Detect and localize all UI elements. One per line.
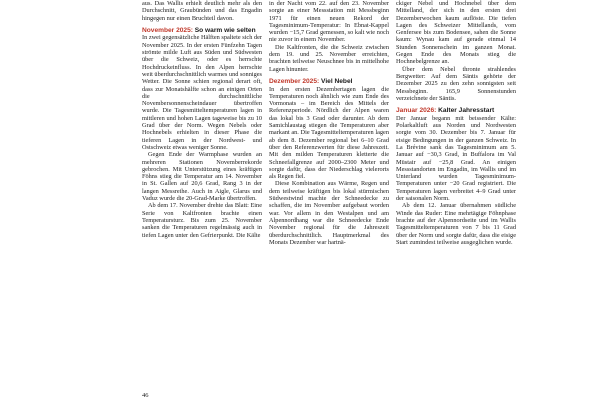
section-heading-title: Viel Nebel bbox=[319, 77, 353, 85]
article-paragraph: Die Kaltfronten, die die Schweiz zwischen dem 19. und 25. November erreichten, brachten teilweise Neuschnee bis in mittelhohe Lagen hinunter. bbox=[269, 43, 389, 73]
article-paragraph: Gegen Ende der Warmphase wurden an mehreren Stationen Novemberrekorde gebrochen. Mit Unterstützung eines kräftigen Föhns stieg die Temperatur am 14. November in St. Gallen auf 20,6 Grad, Rang 3 in der langen Messreihe. Auch in Aigle, Glarus und Vaduz wurde die 20-Grad-Marke übertroffen. bbox=[142, 151, 262, 203]
text-column-2 bbox=[269, 0, 389, 392]
article-paragraph: in der Nacht vom 22. auf den 23. November sorgte an einer Messstation mit Messbeginn 1971 für einen neuen Rekord der Tagesminimum-Temperatur: In Ebnat-Kappel wurden −15,7 Grad gemessen, so kalt wie noch nie zuvor in einem November. bbox=[269, 0, 389, 44]
article-paragraph: Ab dem 17. November drehte das Blatt: Eine Serie von Kaltfronten brachte einen Temperatursturz. Bis zum 25. November sanken die Temperaturen regelmässig auch in tiefen Lagen unter den Gefrierpunkt. Die Kälte bbox=[142, 202, 262, 239]
article-paragraph: In den ersten Dezembertagen lagen die Temperaturen noch ähnlich wie zum Ende des Vormonats – im Bereich des Mittels der Referenzperiode. Nördlich der Alpen waren das lokal bis 3 Grad oder darunter. Ab dem Samichlaustag stiegen die Temperaturen aber markant an. Die Tagesmitteltemperaturen lagen ab dem 8. Dezember regional bei 6–10 Grad über den Referenzwerten für diese Jahreszeit. Mit den milden Temperaturen kletterte die Schneefallgrenze auf 2000–2300 Meter und sorgte dafür, dass der Niederschlag vielerorts als Regen fiel. bbox=[269, 85, 389, 181]
section-heading-title: So warm wie selten bbox=[192, 26, 256, 34]
section-heading bbox=[269, 78, 389, 86]
text-column-3 bbox=[396, 0, 516, 392]
article-paragraph: Der Januar begann mit beissender Kälte: Polarkaltluft aus Norden und Nordwesten sorgte vom 30. Dezember bis 7. Januar für eisige Bedingungen in der ganzen Schweiz. In La Brévine sank das Tagesminimum am 5. Januar auf −30,3 Grad, in Buffalora im Val Müstair auf −25,8 Grad. An einigen Messstandorten im Engadin, im Wallis und im Unterland wurden Tagesminimum-Temperaturen unter −20 Grad registriert. Die Temperaturen lagen verbreitet 4–9 Grad unter der saisonalen Norm. bbox=[396, 114, 516, 203]
article-paragraph: In zwei gegensätzliche Hälften spaltete sich der November 2025. In der ersten Fünfzehn Tagen strömte milde Luft aus Süden und Südwesten über die Schweiz, oder es herrschte Hochdruckeinfluss. In den Alpen herrschte weit überdurchschnittlich warmes und sonniges Wetter. Die Sonne schien regional derart oft, dass zur Monatshälfte schon an einigen Orten die durchschnittliche Novembersonnenscheindauer übertroffen wurde. Die Tagesmitteltemperaturen lagen in mittleren und hohen Lagen tageweise bis zu 10 Grad über der Norm. Wegen Nebels oder Hochnebels erhielten in dieser Phase die tieferen Lagen in der Nordwest- und Ostschweiz etwas weniger Sonne. bbox=[142, 34, 262, 151]
article-paragraph: ckiger Nebel und Hochnebel über dem Mittelland, der sich in den ersten drei Dezemberwochen kaum auflöste. Die tiefen Lagen des Schweizer Mittellands, vom Genfersee bis zum Bodensee, sahen die Sonne kaum: Wynau kam auf gerade einmal 14 Stunden Sonnenschein im ganzen Monat. Gegen Ende des Monats stieg die Hochnebelgrenze an. bbox=[396, 0, 516, 66]
page-number: 46 bbox=[142, 392, 149, 399]
article-paragraph: Über dem Nebel thronte strahlendes Bergwetter: Auf dem Säntis gehörte der Dezember 2025 zu den zehn sonnigsten seit Messbeginn. 165,9 Sonnenstunden verzeichnete der Säntis. bbox=[396, 65, 516, 102]
section-heading-title: Kalter Jahresstart bbox=[436, 107, 495, 115]
section-heading-month: Dezember 2025: bbox=[269, 77, 320, 85]
article-paragraph: Ab dem 12. Januar übernahmen südliche Winde das Ruder: Eine mehrtägige Föhnphase brachte auf der Alpennordseite und im Wallis Tagesmitteltemperaturen von 7 bis 11 Grad über der Norm und sorgte dafür, dass die eisige Start zumindest teilweise ausgeglichen wurde. bbox=[396, 202, 516, 246]
section-heading bbox=[396, 107, 516, 115]
section-heading-month: Januar 2026: bbox=[396, 107, 437, 115]
article-paragraph: aus. Das Wallis erhielt deutlich mehr als den Durchschnitt, Graubünden und das Engadin hingegen nur einen Bruchteil davon. bbox=[142, 0, 262, 22]
text-column-1 bbox=[142, 0, 262, 392]
section-heading-month: November 2025: bbox=[142, 26, 193, 34]
section-heading bbox=[142, 27, 262, 35]
article-paragraph: Diese Kombination aus Wärme, Regen und dem teilweise kräftigen bis lokal stürmischen Südwestwind machte der Schneedecke zu schaffen, die im November aufgebaut worden war. Vor allem in den Westalpen und am Alpennordhang war die Schneedecke Ende November regional für die Jahreszeit überdurchschnittlich. Hauptmerkmal des Monats Dezember war hartnä- bbox=[269, 180, 389, 246]
